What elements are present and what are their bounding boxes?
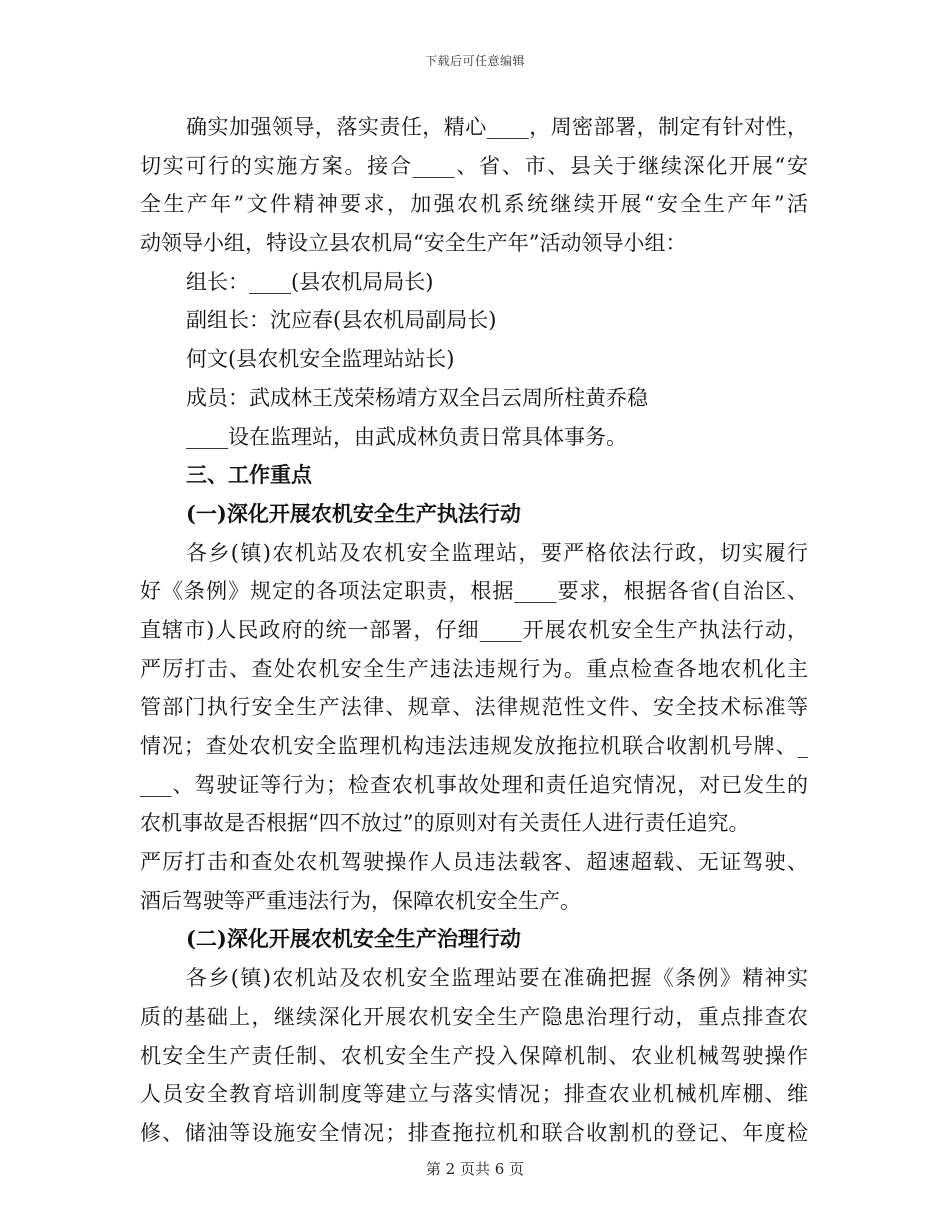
text-line: ___、驾驶证等行为；检查农机事故处理和责任追究情况，对已发生的 xyxy=(140,772,808,797)
text-line: 严厉打击和查处农机驾驶操作人员违法载客、超速超载、无证驾驶、 xyxy=(140,850,808,875)
text-line: 组长：____(县农机局局长) xyxy=(186,269,434,294)
text-line: 修、储油等设施安全情况；排查拖拉机和联合收割机的登记、年度检 xyxy=(140,1120,808,1145)
text-line: 切实可行的实施方案。接合____、省、市、县关于继续深化开展“安 xyxy=(140,153,808,178)
text-line: 好《条例》规定的各项法定职责，根据____要求，根据各省(自治区、 xyxy=(140,579,808,604)
section-heading: (一)深化开展农机安全生产执法行动 xyxy=(186,500,521,526)
page-footer: 第 2 页共 6 页 xyxy=(425,1160,525,1178)
page-header: 下载后可任意编辑 xyxy=(424,54,525,68)
text-line: 严厉打击、查处农机安全生产违法违规行为。重点检查各地农机化主 xyxy=(140,656,808,681)
text-line: 全生产年”文件精神要求，加强农机系统继续开展“安全生产年”活 xyxy=(140,192,808,217)
section-heading: (二)深化开展农机安全生产治理行动 xyxy=(186,926,521,952)
text-line: 人员安全教育培训制度等建立与落实情况；排查农业机械机库棚、维 xyxy=(140,1082,808,1107)
text-line: 各乡(镇)农机站及农机安全监理站要在准确把握《条例》精神实 xyxy=(186,966,808,991)
text-line: 副组长：沈应春(县农机局副局长) xyxy=(186,308,497,333)
text-line: 质的基础上，继续深化开展农机安全生产隐患治理行动，重点排查农 xyxy=(140,1004,808,1029)
document-body xyxy=(140,108,808,1153)
text-line: 动领导小组，特设立县农机局“安全生产年”活动领导小组： xyxy=(140,231,687,256)
section-heading: 三、工作重点 xyxy=(186,462,312,488)
text-line: ____设在监理站，由武成林负责日常具体事务。 xyxy=(186,424,627,449)
text-line: 何文(县农机安全监理站站长) xyxy=(186,347,455,372)
text-line: 成员：武成林王茂荣杨靖方双全吕云周所柱黄乔稳 xyxy=(186,385,648,410)
text-line: 各乡(镇)农机站及农机安全监理站，要严格依法行政，切实履行 xyxy=(186,540,808,565)
text-line: 酒后驾驶等严重违法行为，保障农机安全生产。 xyxy=(140,888,581,913)
text-line: 机安全生产责任制、农机安全生产投入保障机制、农业机械驾驶操作 xyxy=(140,1043,808,1068)
text-line: 情况；查处农机安全监理机构违法违规发放拖拉机联合收割机号牌、_ xyxy=(140,734,808,758)
text-line: 管部门执行安全生产法律、规章、法律规范性文件、安全技术标准等 xyxy=(140,695,808,720)
text-line: 确实加强领导，落实责任，精心____，周密部署，制定有针对性， xyxy=(186,115,808,139)
text-line: 直辖市)人民政府的统一部署，仔细____开展农机安全生产执法行动， xyxy=(140,617,808,642)
text-line: 农机事故是否根据“四不放过”的原则对有关责任人进行责任追究。 xyxy=(140,811,750,836)
